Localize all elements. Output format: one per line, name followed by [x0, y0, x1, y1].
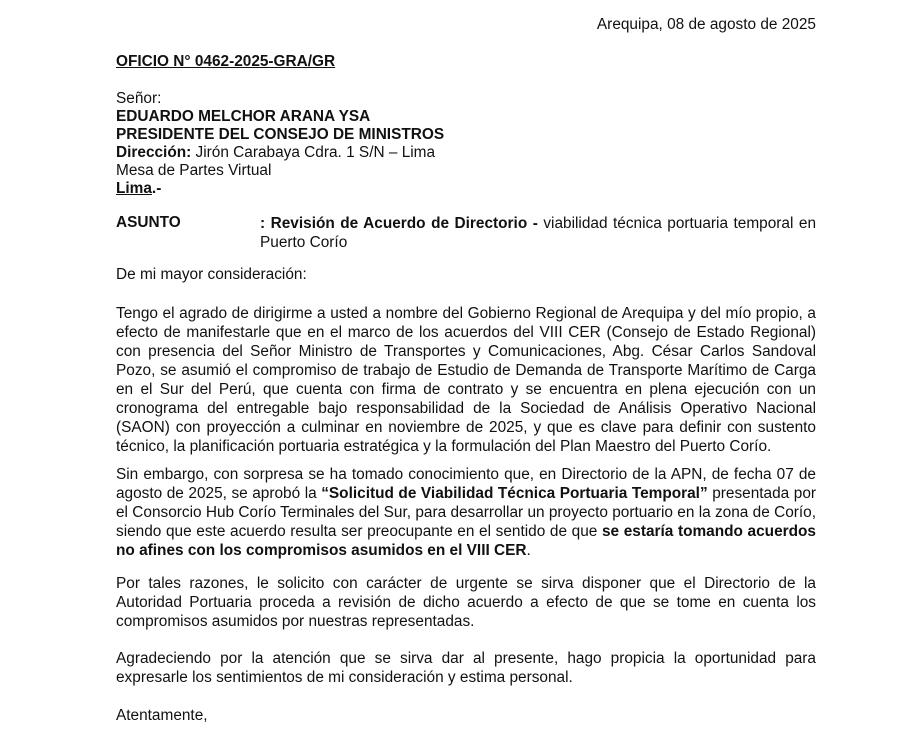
paragraph-2 — [116, 465, 816, 560]
salutation-prefix: Señor: — [116, 90, 162, 107]
recipient-address — [116, 144, 816, 162]
paragraph-2-emphasis: se estaría tomando acuerdos no afines con los compromisos asumidos en el VIII CER — [116, 523, 816, 559]
paragraph-2-part-a: Sin embargo, con sorpresa se ha tomado conocimiento que, en Directorio de la APN, de fecha 07 de agosto de 2025, se aprobó la — [116, 466, 816, 502]
paragraph-2-end: . — [526, 542, 531, 559]
subject-label: ASUNTO — [116, 214, 181, 231]
closing: Atentamente, — [116, 707, 208, 724]
paragraph-2-part-c: presentada por el Consorcio Hub Corío Terminales del Sur, para desarrollar un proyecto portuario en la zona de Corío, siendo que este acuerdo resulta ser preocupante en el sentido de que — [116, 485, 817, 540]
paragraph-4: Agradeciendo por la atención que se sirva dar al presente, hago propicia la oportunidad para expresarle los sentimientos de mi consideración y estima personal. — [116, 650, 816, 686]
letter-date: Arequipa, 08 de agosto de 2025 — [596, 16, 816, 33]
subject-rest: viabilidad técnica portuaria temporal en Puerto Corío — [260, 215, 816, 251]
paragraph-2-request-title: “Solicitud de Viabilidad Técnica Portuaria Temporal” — [321, 485, 708, 502]
address-label: Dirección: — [116, 144, 192, 161]
city-name: Lima — [116, 180, 152, 197]
recipient-city — [116, 180, 816, 198]
recipient-name: EDUARDO MELCHOR ARANA YSA — [116, 108, 371, 125]
paragraph-3: Por tales razones, le solicito con carácter de urgente se sirva disponer que el Directorio de la Autoridad Portuaria proceda a revisión de dicho acuerdo a efecto de que se tome en cuenta los compromisos asumidos por nuestras representadas. — [116, 575, 816, 630]
subject-text — [260, 214, 816, 252]
recipient-title: PRESIDENTE DEL CONSEJO DE MINISTROS — [116, 126, 445, 143]
letter-reference: OFICIO N° 0462-2025-GRA/GR — [116, 53, 336, 70]
city-suffix: .- — [151, 180, 162, 197]
address-value: Jirón Carabaya Cdra. 1 S/N – Lima — [191, 144, 436, 161]
subject-bold: : Revisión de Acuerdo de Directorio - — [260, 215, 544, 232]
mesa-de-partes: Mesa de Partes Virtual — [116, 162, 272, 179]
greeting: De mi mayor consideración: — [116, 266, 307, 283]
paragraph-1: Tengo el agrado de dirigirme a usted a nombre del Gobierno Regional de Arequipa y del mío propio, a efecto de manifestarle que en el marco de los acuerdos del VIII CER (Consejo de Estado Regional) con presencia del Señor Ministro de Transportes y Comunicaciones, Abg. César Carlos Sandoval Pozo, se asumió el compromiso de trabajo de Estudio de Demanda de Transporte Marítimo de Carga en el Sur del Perú, que cuenta con firma de contrato y se encuentra en plena ejecución con un cronograma del entregable bajo responsabilidad de la Sociedad de Análisis Operativo Nacional (SAON) con proyección a culminar en noviembre de 2025, y que es clave para definir con sustento técnico, la planificación portuaria estratégica y la formulación del Plan Maestro del Puerto Corío. — [116, 305, 816, 455]
